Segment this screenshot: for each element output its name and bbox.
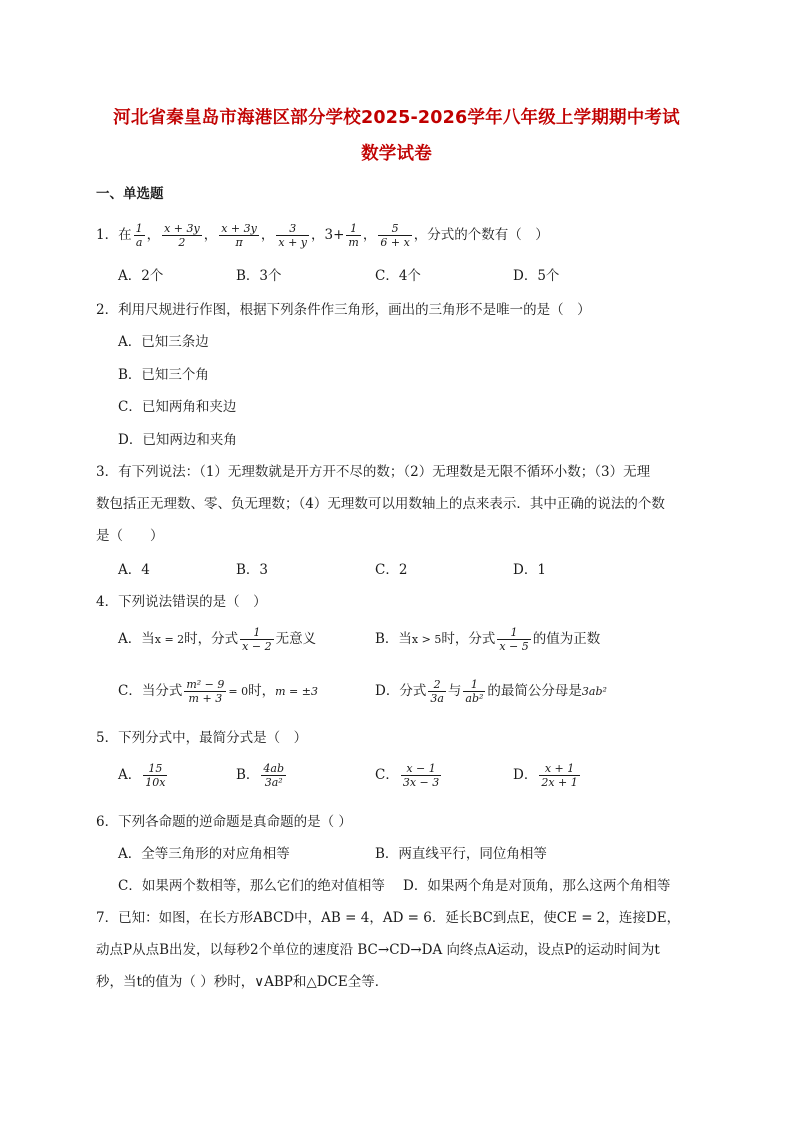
question-7-line2: 动点P从点B出发，以每秒2个单位的速度沿 BC→CD→DA 向终点A运动，设点P的运动时间为t bbox=[96, 942, 660, 958]
q4-option-b: B．当x > 5时，分式 $\frac{1}{x - 5}$ 的值为正数 bbox=[375, 626, 601, 653]
q4-option-d: D．分式 $\frac{2}{3a}$ 与 $\frac{1}{\text{ab²}}$ 的最简公分母是3ab² bbox=[375, 678, 607, 705]
question-7-line3: 秒，当t的值为（ ）秒时，∨ABP和△DCE全等． bbox=[96, 974, 389, 990]
q3-option-a: A．4 bbox=[118, 562, 150, 578]
q2-option-d: D．已知两边和夹角 bbox=[118, 432, 237, 448]
q4-option-a: A．当x = 2时，分式 $\frac{1}{x - 2}$ 无意义 bbox=[118, 626, 317, 653]
q6-option-d: D．如果两个角是对顶角，那么这两个角相等 bbox=[403, 878, 671, 894]
question-3-line1: 3．有下列说法：（1）无理数就是开方开不尽的数；（2）无理数是无限不循环小数；（3）无理 bbox=[96, 464, 651, 480]
q1-option-a: A．2个 bbox=[118, 268, 164, 284]
q5-option-d: D． $\frac{x + 1}{2x + 1}$ bbox=[513, 762, 578, 789]
question-3-line3: 是（ ） bbox=[96, 528, 164, 544]
q5-option-c: C． $\frac{x - 1}{3x - 3}$ bbox=[375, 762, 440, 789]
question-6: 6．下列各命题的逆命题是真命题的是（ ） bbox=[96, 814, 352, 830]
question-3-line2: 数包括正无理数、零、负无理数；（4）无理数可以用数轴上的点来表示．其中正确的说法的个数 bbox=[96, 496, 665, 512]
q3-option-c: C．2 bbox=[375, 562, 408, 578]
q1-fraction-1: $\frac{1}{a}$ bbox=[135, 222, 143, 249]
q5-option-a: A． $\frac{15}{10x}$ bbox=[118, 762, 166, 789]
q3-option-b: B．3 bbox=[236, 562, 269, 578]
q2-option-b: B．已知三个角 bbox=[118, 367, 209, 383]
exam-title-line2: 数学试卷 bbox=[361, 144, 432, 164]
question-2: 2．利用尺规进行作图，根据下列条件作三角形，画出的三角形不是唯一的是（ ） bbox=[96, 302, 591, 318]
q4-option-c: C．当分式 $\frac{\text{m² − 9}}{m + 3}$ = 0时，m = ±3 bbox=[118, 678, 318, 705]
q1-fraction-2: $\frac{x + 3y}{2}$ bbox=[164, 222, 200, 249]
q1-fraction-3: $\frac{x + 3y}{\pi}$ bbox=[221, 222, 257, 249]
question-7-line1: 7．已知：如图，在长方形ABCD中，AB = 4，AD = 6．延长BC到点E，使CE = 2，连接DE， bbox=[96, 910, 681, 926]
q1-option-b: B．3个 bbox=[236, 268, 282, 284]
q5-option-b: B． $\frac{4ab}{\text{3a²}}$ bbox=[236, 762, 285, 789]
q1-number: 1．在 bbox=[96, 227, 132, 243]
q1-fraction-6: $\frac{5}{6 + x}$ bbox=[380, 222, 410, 249]
q1-tail: ，分式的个数有（ ） bbox=[413, 227, 549, 243]
q2-option-a: A．已知三条边 bbox=[118, 334, 209, 350]
q6-option-a: A．全等三角形的对应角相等 bbox=[118, 846, 290, 862]
q6-option-c: C．如果两个数相等，那么它们的绝对值相等 bbox=[118, 878, 385, 894]
q1-option-c: C．4个 bbox=[375, 268, 421, 284]
q1-fraction-5: $\frac{1}{m}$ bbox=[348, 222, 359, 249]
exam-title-line1: 河北省秦皇岛市海港区部分学校2025-2026学年八年级上学期期中考试 bbox=[113, 108, 680, 128]
question-5: 5．下列分式中，最简分式是（ ） bbox=[96, 730, 308, 746]
question-4: 4．下列说法错误的是（ ） bbox=[96, 594, 267, 610]
section-heading: 一、单选题 bbox=[96, 186, 164, 202]
q1-fraction-4: $\frac{3}{x + y}$ bbox=[278, 222, 308, 249]
question-1: 1．在 $\frac{1}{a}$ ， $\frac{x + 3y}{2}$ ， $\frac{x + 3y}{\pi}$ ， $\frac{3}{x + y}$ ，3+ $\frac{1}{m}$ ， $\frac{5}{6 + x}$ ，分式的个数有（ ） bbox=[96, 222, 549, 249]
q1-option-d: D．5个 bbox=[513, 268, 560, 284]
q3-option-d: D．1 bbox=[513, 562, 546, 578]
q2-option-c: C．已知两角和夹边 bbox=[118, 399, 237, 415]
q6-option-b: B．两直线平行，同位角相等 bbox=[375, 846, 547, 862]
